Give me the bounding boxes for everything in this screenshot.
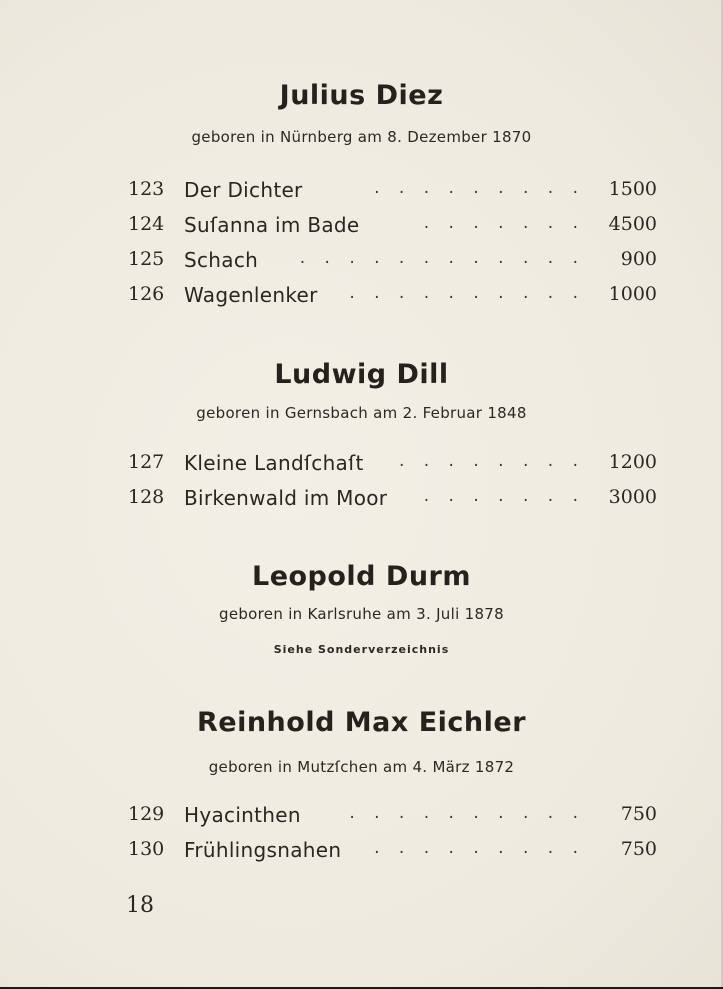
entry-title: Frühlingsnahen: [184, 838, 342, 862]
dot-leader: . . . . . . . . . .: [349, 803, 585, 823]
entry-title: Kleine Landſchaſt: [184, 451, 364, 475]
entry-title: Hyacinthen: [184, 803, 301, 827]
entry-price: 1200: [608, 451, 657, 473]
catalog-entry: [0, 283, 723, 313]
artist-name: Ludwig Dill: [274, 359, 449, 390]
catalog-entry: [0, 838, 723, 868]
entry-number: 127: [128, 451, 165, 473]
entry-price: 3000: [608, 486, 657, 508]
entry-number: 125: [128, 248, 165, 270]
entry-title: Der Dichter: [184, 178, 303, 202]
artist-birth-info: geboren in Karlsruhe am 3. Juli 1878: [219, 605, 504, 623]
artist-name: Reinhold Max Eichler: [196, 707, 527, 738]
artist-birth-info: geboren in Gernsbach am 2. Februar 1848: [196, 404, 527, 422]
entry-number: 123: [128, 178, 165, 200]
entry-price: 1000: [608, 283, 657, 305]
dot-leader: . . . . . . . . .: [374, 178, 585, 198]
catalog-entry: [0, 213, 723, 243]
page-number: 18: [126, 893, 154, 918]
dot-leader: . . . . . . . . . .: [349, 283, 585, 303]
catalog-entry: [0, 803, 723, 833]
dot-leader: . . . . . . .: [423, 486, 585, 506]
catalog-entry: [0, 451, 723, 481]
entry-number: 129: [128, 803, 165, 825]
catalog-entry: [0, 486, 723, 516]
entry-title: Wagenlenker: [184, 283, 318, 307]
entry-price: 750: [620, 803, 657, 825]
dot-leader: . . . . . . . . .: [374, 838, 585, 858]
entry-price: 900: [620, 248, 657, 270]
entry-number: 126: [128, 283, 165, 305]
artist-birth-info: geboren in Nürnberg am 8. Dezember 1870: [191, 128, 532, 146]
dot-leader: . . . . . . .: [423, 213, 585, 233]
entry-title: Birkenwald im Moor: [184, 486, 388, 510]
entry-price: 1500: [608, 178, 657, 200]
catalog-entry: [0, 248, 723, 278]
artist-name: Julius Diez: [279, 80, 444, 111]
artist-name: Leopold Durm: [251, 561, 471, 592]
entry-title: Schach: [184, 248, 259, 272]
dot-leader: . . . . . . . .: [398, 451, 585, 471]
reference-note: Siehe Sonderverzeichnis: [273, 643, 450, 656]
entry-number: 128: [128, 486, 165, 508]
entry-title: Suſanna im Bade: [184, 213, 360, 237]
entry-number: 124: [128, 213, 165, 235]
catalog-entry: [0, 178, 723, 208]
artist-birth-info: geboren in Mutzſchen am 4. März 1872: [208, 758, 515, 776]
entry-price: 4500: [608, 213, 657, 235]
entry-number: 130: [128, 838, 165, 860]
dot-leader: . . . . . . . . . . . .: [299, 248, 585, 268]
entry-price: 750: [620, 838, 657, 860]
